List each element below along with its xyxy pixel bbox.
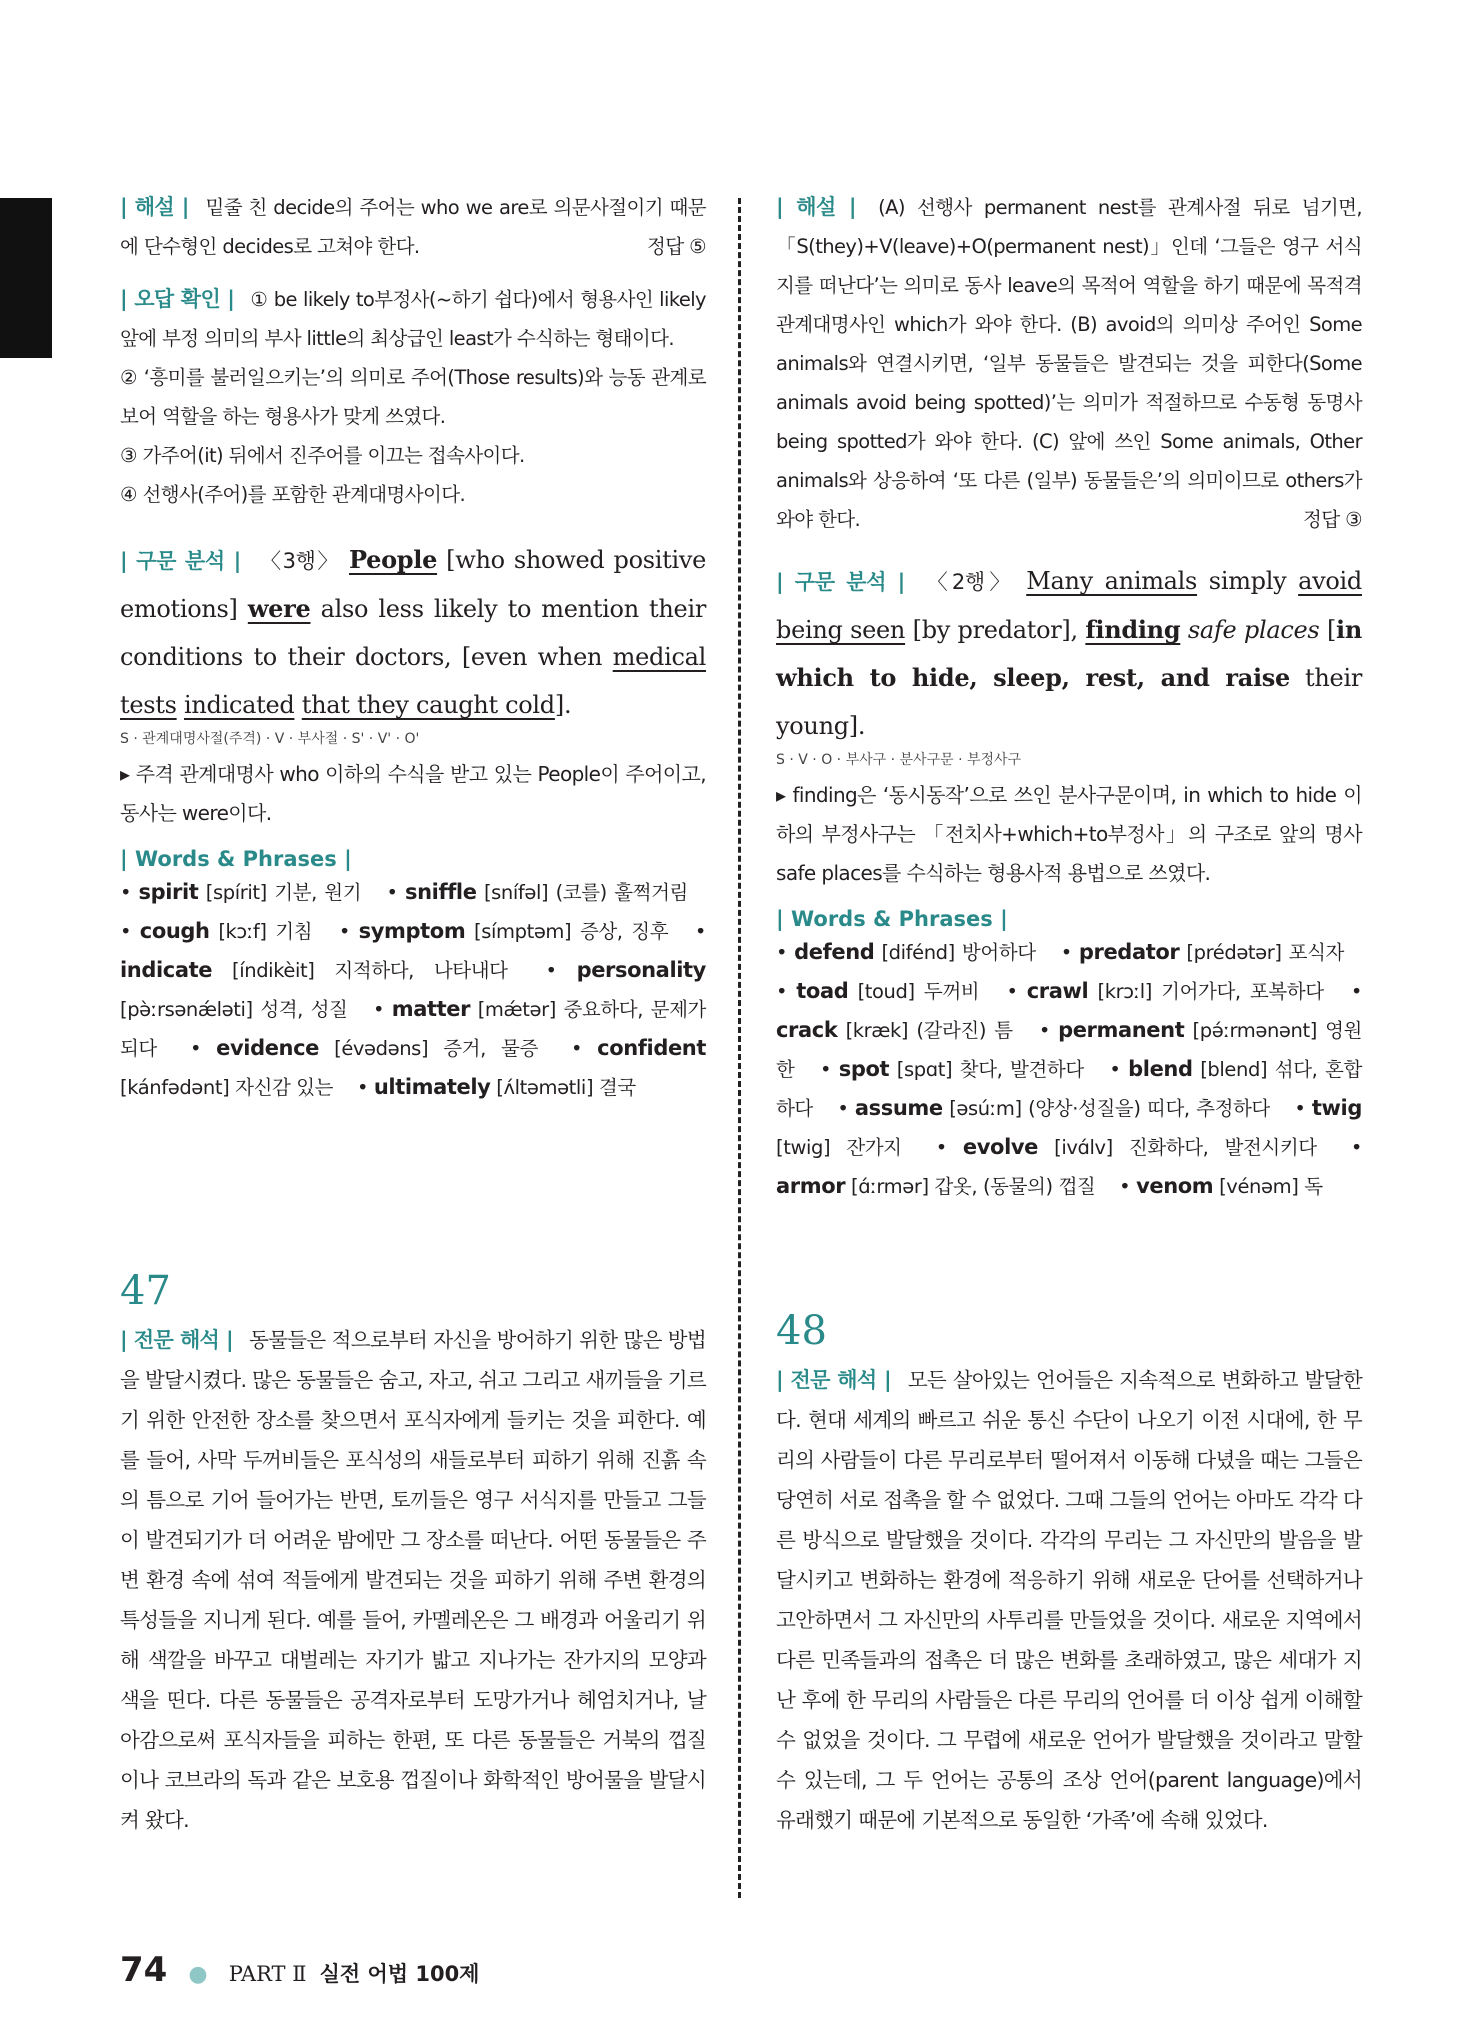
grammar-tags: S · V · O · 부사구 · 분사구문 · 부정사구 xyxy=(776,752,1022,768)
word-entry: • sniffle [snífəl] (코를) 훌쩍거림 xyxy=(386,880,688,904)
explanation-label: | 해설 | xyxy=(120,195,189,219)
tag-adverb-clause: 부사절 xyxy=(297,731,339,747)
word-entry: • ultimately [ʌ́ltəmətli] 결국 xyxy=(356,1075,636,1099)
sentence-part: [ xyxy=(1319,616,1337,644)
section-tab-marker xyxy=(0,198,52,358)
tag-relative-clause: 관계대명사절(주격) xyxy=(142,731,262,747)
full-translation-text: 모든 살아있는 언어들은 지속적으로 변화하고 발달한다. 현대 세계의 빠르고 쉬운 통신 수단이 나오기 이전 시대에, 한 무리의 사람들이 다른 무리로부터 떨어져서 이동해 다녔을 때는 그들은 당연히 서로 접촉을 할 수 없었다. 그때 그들의 언어는 아마도 각각 다른 방식으로 발달했을 것이다. 각각의 무리는 그 자신만의 발음을 발달시키고 변화하는 환경에 적응하기 위해 새로운 단어를 선택하거나 고안하면서 그 자신만의 사투리를 만들었을 것이다. 새로운 지역에서 다른 민족들과의 접촉은 더 많은 변화를 초래하였고, 많은 세대가 지난 후에 한 무리의 사람들은 다른 무리의 언어를 더 이상 쉽게 이해할 수 없었을 것이다. 그 무렵에 새로운 언어가 발달했을 것이라고 말할 수 있는데, 그 두 언어는 공통의 조상 언어(parent language)에서 유래했기 때문에 기본적으로 동일한 ‘가족’에 속해 있었다. xyxy=(776,1368,1362,1832)
full-translation-label: | 전문 해석 | xyxy=(120,1328,233,1352)
word-entry: • assume [əsúːm] (양상·성질을) 띠다, 추정하다 xyxy=(837,1096,1270,1120)
tag-s-prime: S' xyxy=(351,731,365,747)
tag-subject: S xyxy=(776,752,785,768)
right-column xyxy=(776,188,1362,1832)
word-entry: • spot [spɑt] 찾다, 발견하다 xyxy=(820,1057,1084,1081)
syntax-label: | 구문 분석 | xyxy=(120,549,242,573)
explanation-section xyxy=(776,188,1362,539)
answer-label: 정답 ③ xyxy=(1303,508,1362,531)
full-translation-text: 동물들은 적으로부터 자신을 방어하기 위한 많은 방법을 발달시켰다. 많은 동물들은 숨고, 자고, 쉬고 그리고 새끼들을 기르기 위한 안전한 장소를 찾으면서 포식자에게 들키는 것을 피한다. 예를 들어, 사막 두꺼비들은 포식성의 새들로부터 피하기 위해 진흙 속의 틈으로 기어 들어가는 반면, 토끼들은 영구 서식지를 만들고 그들이 발견되기가 더 어려운 밤에만 그 장소를 떠난다. 어떤 동물들은 주변 환경 속에 섞여 적들에게 발견되는 것을 피하기 위해 주변 환경의 특성들을 지니게 된다. 예를 들어, 카멜레온은 그 배경과 어울리기 위해 색깔을 바꾸고 대벌레는 자기가 밟고 지나가는 잔가지의 모양과 색을 띤다. 다른 동물들은 공격자로부터 도망가거나 헤엄치거나, 날아감으로써 포식자들을 피하는 한편, 또 다른 동물들은 거북의 껍질이나 코브라의 독과 같은 보호용 껍질이나 화학적인 방어물을 발달시켜 왔다. xyxy=(120,1328,706,1832)
word-entry: • evidence [évədəns] 증거, 물증 xyxy=(189,1036,538,1060)
word-entry: • crawl [krɔːl] 기어가다, 포복하다 xyxy=(1006,979,1324,1003)
word-entry: • blend [blend] 섞다, 혼합하다 xyxy=(776,1057,1362,1120)
grammar-tags: S · 관계대명사절(주격) · V · 부사절 · S' · V' · O' xyxy=(120,731,420,747)
line-reference: 〈3행〉 xyxy=(260,549,340,573)
answer-label: 정답 ⑤ xyxy=(647,235,706,258)
question-48-section xyxy=(776,1308,1362,1840)
word-entry: • indicate [índikèit] 지적하다, 나타내다 xyxy=(120,920,706,982)
question-number: 47 xyxy=(120,1268,171,1314)
wrong-answer-item-2: ② ‘흥미를 불러일으키는’의 의미로 주어(Those results)와 능동 관계로 보어 역할을 하는 형용사가 맞게 쓰였다. xyxy=(120,366,706,428)
sentence-participle: finding xyxy=(1085,615,1181,644)
word-entry: • crack [kræk] (갈라진) 틈 xyxy=(776,980,1362,1042)
word-entry: • permanent [pə́ːrmənənt] 영원한 xyxy=(776,1018,1362,1081)
explanation-text: 밑줄 친 decide의 주어는 who we are로 의문사절이기 때문에 단수형인 decides로 고쳐야 한다. xyxy=(120,196,706,258)
word-entry: • armor [ɑ́ːrmər] 갑옷, (동물의) 껍질 xyxy=(776,1136,1362,1198)
words-phrases-title: | Words & Phrases | xyxy=(120,847,352,871)
word-list xyxy=(120,873,706,1107)
words-phrases-title: | Words & Phrases | xyxy=(776,907,1008,931)
explanation-text: (A) 선행사 permanent nest를 관계사절 뒤로 넘기면, 「S(they)+V(leave)+O(permanent nest)」인데 ‘그들은 영구 서식지를 떠난다’는 의미로 동사 leave의 목적어 역할을 하기 때문에 목적격 관계대명사인 which가 와야 한다. (B) avoid의 의미상 주어인 Some animals와 연결시키면, ‘일부 동물들은 발견되는 것을 피한다(Some animals avoid being spotted)’는 의미가 적절하므로 수동형 동명사 being spotted가 와야 한다. (C) 앞에 쓰인 Some animals, Other animals와 상응하여 ‘또 다른 (일부) 동물들은’의 의미이므로 others가 와야 한다. xyxy=(776,196,1362,531)
word-entry: • confident [kánfədənt] 자신감 있는 xyxy=(120,1036,706,1099)
sentence-part: [who showed positive emotions] xyxy=(120,546,707,623)
wrong-answer-item-4: ④ 선행사(주어)를 포함한 관계대명사이다. xyxy=(120,483,466,506)
sentence-subject: Many animals xyxy=(1026,567,1198,595)
sentence-object: being seen xyxy=(776,616,906,644)
wrong-answer-item-3: ③ 가주어(it) 뒤에서 진주어를 이끄는 접속사이다. xyxy=(120,444,525,467)
part-label: PART Ⅱ xyxy=(228,1962,307,1986)
syntax-analysis-section xyxy=(776,557,1362,893)
syntax-label: | 구문 분석 | xyxy=(776,570,905,594)
page-footer xyxy=(120,1950,479,1990)
page-number: 74 xyxy=(120,1950,168,1990)
line-reference: 〈2행〉 xyxy=(926,570,1015,594)
tag-object: O xyxy=(821,752,833,768)
sentence-object-prime: that they caught cold xyxy=(301,691,555,719)
syntax-note: ▸ finding은 ‘동시동작’으로 쓰인 분사구문이며, in which to hide 이하의 부정사구는 「전치사+which+to부정사」의 구조로 앞의 명사 safe places를 수식하는 형용사적 용법으로 쓰였다. xyxy=(776,783,1362,885)
footer-dot-icon: ● xyxy=(188,1962,208,1987)
sentence-verb: were xyxy=(247,594,311,623)
tag-verb: V xyxy=(798,752,808,768)
syntax-analysis-section xyxy=(120,536,706,833)
sentence-subject: People xyxy=(349,545,438,574)
wrong-answer-item-1: ① be likely to부정사(~하기 쉽다)에서 형용사인 likely 앞에 부정 의미의 부사 little의 최상급인 least가 수식하는 형태이다. xyxy=(120,288,706,350)
sentence-part: simply xyxy=(1197,567,1299,595)
tag-v-prime: V' xyxy=(377,731,392,747)
word-entry: • venom [vénəm] 독 xyxy=(1119,1174,1323,1198)
sentence-verb-prime: indicated xyxy=(183,691,295,719)
wrong-answer-check-section xyxy=(120,280,706,514)
column-divider xyxy=(738,198,741,1898)
words-phrases-section xyxy=(120,847,706,1107)
sentence-verb: avoid xyxy=(1298,567,1362,595)
sentence-part: ]. xyxy=(554,691,572,719)
words-phrases-section xyxy=(776,907,1362,1206)
tag-verb: V xyxy=(274,731,285,747)
word-list xyxy=(776,933,1362,1206)
word-entry: • personality [pə̀ːrsənǽləti] 성격, 성질 xyxy=(120,958,706,1021)
sentence-part xyxy=(177,691,184,719)
sentence-part xyxy=(1180,616,1188,644)
word-entry: • spirit [spírit] 기분, 원기 xyxy=(120,880,362,904)
sentence-noun-phrase: safe places xyxy=(1187,616,1320,644)
word-entry: • twig [twig] 잔가지 xyxy=(776,1096,1362,1159)
tag-subject: S xyxy=(120,731,129,747)
word-entry: • symptom [símptəm] 증상, 징후 xyxy=(338,919,669,943)
tag-infinitive-phrase: 부정사구 xyxy=(966,752,1022,768)
sentence-part: their young]. xyxy=(776,664,1362,740)
sentence-infinitive-phrase: in which to hide, sleep, rest, and raise xyxy=(776,615,1362,692)
tag-participle-phrase: 분사구문 xyxy=(899,752,954,768)
explanation-section xyxy=(120,188,706,266)
tag-o-prime: O' xyxy=(404,731,420,747)
sentence-part xyxy=(294,691,301,719)
word-entry: • matter [mǽtər] 중요하다, 문제가 되다 xyxy=(120,997,706,1060)
explanation-label: | 해설 | xyxy=(776,195,856,219)
syntax-note: ▸ 주격 관계대명사 who 이하의 수식을 받고 있는 People이 주어이고, 동사는 were이다. xyxy=(120,762,706,825)
word-entry: • predator [prédətər] 포식자 xyxy=(1060,940,1344,964)
question-47-section xyxy=(120,1268,706,1840)
wrong-answer-label: | 오답 확인 | xyxy=(120,287,235,311)
word-entry: • toad [toud] 두꺼비 xyxy=(776,979,980,1003)
full-translation-label: | 전문 해석 | xyxy=(776,1368,892,1392)
sentence-part: also less likely to mention their conditions to their doctors, [even when xyxy=(120,595,706,671)
sentence-subject-prime: medical tests xyxy=(120,643,706,719)
word-entry: • defend [difénd] 방어하다 xyxy=(776,940,1036,964)
question-number: 48 xyxy=(776,1308,827,1354)
word-entry: • cough [kɔːf] 기침 xyxy=(120,919,313,943)
book-section-title: 실전 어법 100제 xyxy=(319,1962,480,1986)
sentence-part: [by predator], xyxy=(905,616,1086,644)
left-column xyxy=(120,188,707,1832)
tag-adverb-phrase: 부사구 xyxy=(845,752,887,768)
word-entry: • evolve [ivɑ́lv] 진화하다, 발전시키다 xyxy=(935,1135,1317,1159)
